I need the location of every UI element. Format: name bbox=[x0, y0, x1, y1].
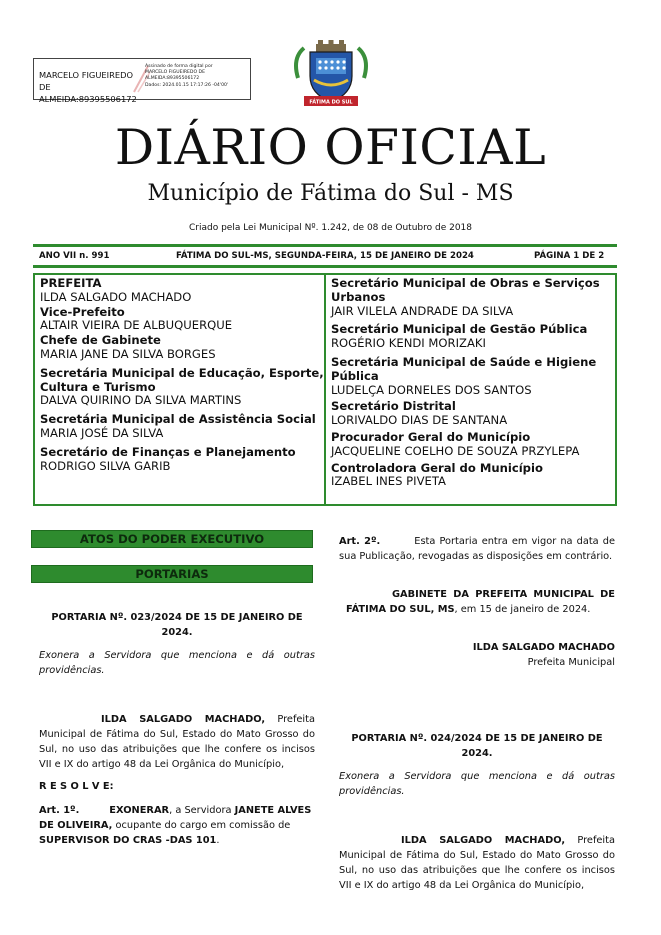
signature-line: ALMEIDA:89395506172 bbox=[145, 76, 200, 82]
mayor-name: ILDA SALGADO MACHADO, bbox=[101, 714, 266, 725]
edition-number: ANO VII n. 991 bbox=[39, 251, 110, 261]
staff-name: IZABEL INES PIVETA bbox=[331, 474, 446, 489]
portaria-1-summary: Exonera a Servidora que menciona e dá outras providências. bbox=[39, 650, 315, 676]
staff-role: Secretária Municipal de Saúde e Higiene Pública bbox=[331, 354, 597, 383]
article-verb: EXONERAR bbox=[109, 805, 170, 816]
staff-name: LUDELÇA DORNELES DOS SANTOS bbox=[331, 382, 532, 397]
staff-name: JACQUELINE COELHO DE SOUZA PRZYLEPA bbox=[331, 443, 580, 458]
section-banner-executive-acts: ATOS DO PODER EXECUTIVO bbox=[31, 530, 313, 548]
portaria-1-article-2 bbox=[339, 534, 615, 564]
portaria-1-closing bbox=[346, 587, 615, 617]
article-label: Art. 1º. bbox=[39, 805, 80, 816]
staff-name: RODRIGO SILVA GARIB bbox=[40, 458, 171, 473]
portaria-2-title: PORTARIA Nº. 024/2024 DE 15 DE JANEIRO DE 2024. bbox=[351, 733, 603, 759]
staff-name: DALVA QUIRINO DA SILVA MARTINS bbox=[40, 393, 242, 408]
signature-details bbox=[145, 64, 251, 89]
crest-caption: FÁTIMA DO SUL bbox=[309, 99, 353, 106]
issue-date: FÁTIMA DO SUL-MS, SEGUNDA-FEIRA, 15 DE JANEIRO DE 2024 bbox=[176, 251, 474, 261]
staff-role: Secretária Municipal de Educação, Esporte, Cultura e Turismo bbox=[40, 365, 324, 394]
staff-role: Secretária Municipal de Assistência Social bbox=[40, 412, 316, 427]
mayor-name: ILDA SALGADO MACHADO, bbox=[401, 835, 566, 846]
staff-role: Controladora Geral do Município bbox=[331, 460, 543, 475]
staff-role: PREFEITA bbox=[40, 276, 102, 290]
staff-right-column bbox=[331, 277, 616, 490]
signature-line: Dados: 2024.01.15 17:17:26 -04'00' bbox=[145, 82, 229, 88]
page-subtitle: Município de Fátima do Sul - MS bbox=[147, 181, 514, 206]
portaria-1-signer-title: Prefeita Municipal bbox=[527, 657, 615, 668]
signature-line: Assinado de forma digital por bbox=[145, 64, 213, 69]
closing-office: GABINETE DA PREFEITA MUNICIPAL DE FÁTIMA DO SUL, MS bbox=[346, 589, 615, 615]
resolve-heading: R E S O L V E: bbox=[39, 781, 114, 792]
staff-left-column bbox=[40, 277, 325, 474]
staff-name: JAIR VILELA ANDRADE DA SILVA bbox=[331, 303, 514, 318]
staff-role: Secretário de Finanças e Planejamento bbox=[40, 444, 296, 459]
portaria-1-signer: ILDA SALGADO MACHADO bbox=[472, 642, 615, 653]
staff-name: MARIA JANE DA SILVA BORGES bbox=[40, 346, 216, 361]
creation-law: Criado pela Lei Municipal Nº. 1.242, de 08 de Outubro de 2018 bbox=[188, 223, 472, 233]
portaria-2-summary: Exonera a Servidora que menciona e dá outras providências. bbox=[339, 771, 615, 797]
position-name: SUPERVISOR DO CRAS -DAS 101 bbox=[39, 835, 217, 846]
article-text: ocupante do cargo em comissão de bbox=[112, 820, 291, 831]
portaria-1-article-1 bbox=[39, 803, 315, 848]
portaria-1-intro bbox=[39, 712, 315, 772]
staff-role: Secretário Distrital bbox=[331, 399, 456, 414]
page-number: PÁGINA 1 DE 2 bbox=[534, 251, 605, 261]
staff-name: ALTAIR VIEIRA DE ALBUQUERQUE bbox=[40, 318, 233, 333]
section-banner-portarias: PORTARIAS bbox=[31, 565, 313, 583]
staff-name: ILDA SALGADO MACHADO bbox=[40, 289, 192, 304]
closing-date: , em 15 de janeiro de 2024. bbox=[454, 604, 591, 615]
signature-line: MARCELO FIGUEIREDO DE bbox=[145, 70, 205, 76]
staff-name: LORIVALDO DIAS DE SANTANA bbox=[331, 413, 508, 428]
intro-text: Prefeita Municipal de Fátima do Sul, Estado do Mato Grosso do Sul, no uso das atribuições que lhe confere os incisos VII e IX do artigo 48 da Lei Orgânica do Município, bbox=[39, 714, 315, 770]
intro-text: Prefeita Municipal de Fátima do Sul, Estado do Mato Grosso do Sul, no uso das atribuições que lhe confere os incisos VII e IX do artigo 48 da Lei Orgânica do Município, bbox=[339, 835, 615, 891]
municipal-crest-icon bbox=[290, 38, 372, 110]
staff-role: Secretário Municipal de Gestão Pública bbox=[331, 322, 588, 337]
bottom-rule bbox=[33, 265, 617, 268]
staff-role: Procurador Geral do Município bbox=[331, 429, 531, 444]
staff-name: ROGÉRIO KENDI MORIZAKI bbox=[331, 336, 486, 351]
article-end: . bbox=[216, 835, 220, 846]
article-text: , a Servidora bbox=[169, 805, 235, 816]
staff-name: MARIA JOSÉ DA SILVA bbox=[40, 425, 164, 440]
staff-role: Vice-Prefeito bbox=[40, 304, 125, 319]
staff-role: Chefe de Gabinete bbox=[40, 333, 161, 348]
servant-name: JANETE ALVES DE OLIVEIRA, bbox=[39, 805, 312, 831]
article-text: Esta Portaria entra em vigor na data de sua Publicação, revogadas as disposições em contrário. bbox=[339, 536, 615, 562]
article-label: Art. 2º. bbox=[339, 536, 381, 547]
portaria-1-title: PORTARIA Nº. 023/2024 DE 15 DE JANEIRO DE 2024. bbox=[51, 612, 303, 638]
staff-role: Secretário Municipal de Obras e Serviços Urbanos bbox=[331, 276, 600, 304]
digital-signature-box bbox=[33, 58, 251, 104]
portaria-2-intro bbox=[339, 833, 615, 893]
page-title: DIÁRIO OFICIAL bbox=[114, 119, 547, 176]
signature-signer: MARCELO FIGUEIREDO DE ALMEIDA:89395506172 bbox=[39, 70, 137, 104]
top-rule bbox=[33, 244, 617, 247]
